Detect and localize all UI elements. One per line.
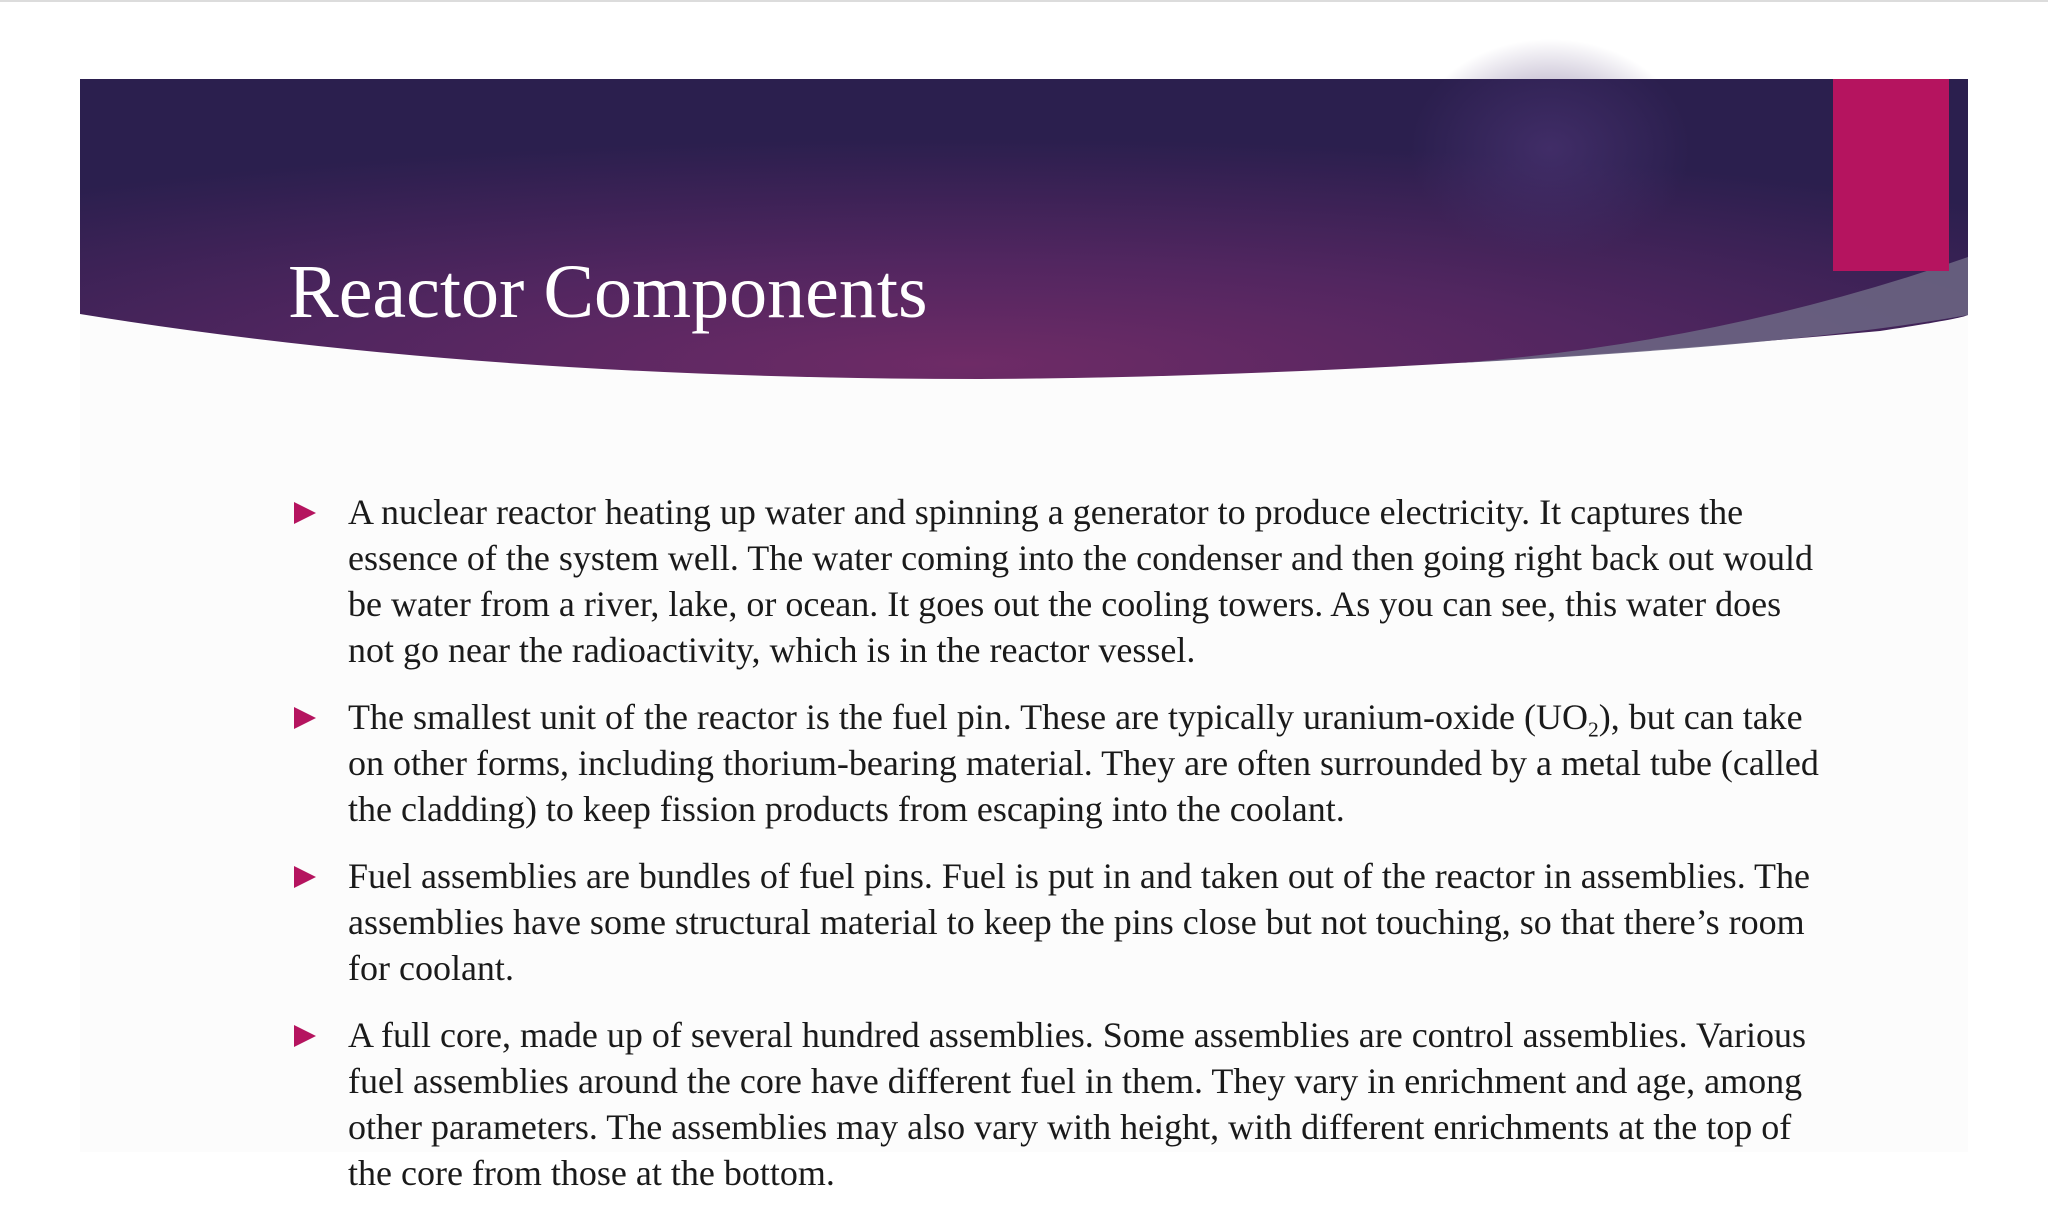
chemical-subscript: 2 (1587, 717, 1599, 742)
triangle-right-icon (294, 866, 316, 888)
bullet-item (290, 694, 1830, 832)
bullet-item (290, 1012, 1830, 1196)
title-banner (80, 79, 1968, 404)
bullet-text: A nuclear reactor heating up water and spinning a generator to produce electricity. It captures the essence of the system well. The water coming into the condenser and then going right back out would be water from a river, lake, or ocean. It goes out the cooling towers. As you can see, this water does not go near the radioactivity, which is in the reactor vessel. (348, 492, 1813, 670)
slide-title: Reactor Components (288, 250, 928, 334)
bullet-item (290, 489, 1830, 673)
bullet-item (290, 853, 1830, 991)
bullet-text: A full core, made up of several hundred assemblies. Some assemblies are control assemblies. Various fuel assemblies around the core have different fuel in them. They vary in enrichment and age, among other parameters. The assemblies may also vary with height, with different enrichments at the top of the core from those at the bottom. (348, 1015, 1806, 1193)
triangle-right-icon (294, 707, 316, 729)
bullet-text: Fuel assemblies are bundles of fuel pins. Fuel is put in and taken out of the reactor in assemblies. The assemblies have some structural material to keep the pins close but not touching, so that there’s room for coolant. (348, 856, 1811, 988)
top-border-line (0, 0, 2048, 2)
triangle-right-icon (294, 1025, 316, 1047)
bullet-text-part: The smallest unit of the reactor is the fuel pin. These are typically uranium-oxide (UO (348, 697, 1588, 737)
bullet-list (290, 489, 1830, 1217)
triangle-right-icon (294, 502, 316, 524)
bullet-text (348, 697, 1819, 829)
slide (80, 79, 1968, 1193)
bullet-text-part: ), but can take on other forms, including thorium-bearing material. They are often surrounded by a metal tube (called the cladding) to keep fission products from escaping into the coolant. (348, 697, 1819, 829)
banner-glow (1410, 39, 1690, 259)
accent-tab (1833, 79, 1949, 271)
